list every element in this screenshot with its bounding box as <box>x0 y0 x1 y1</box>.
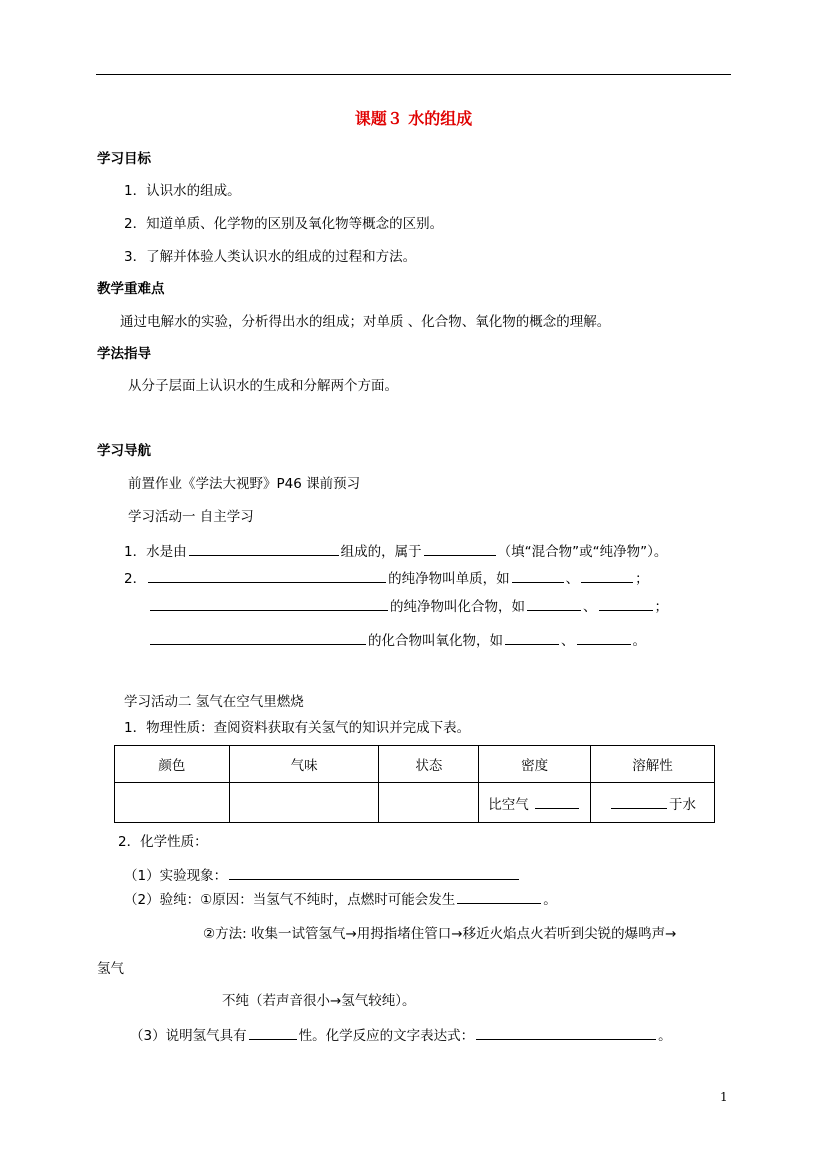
density-prefix: 比空气 <box>488 796 529 813</box>
preview-assignment: 前置作业《学法大视野》P46 课前预习 <box>128 476 361 492</box>
objective-item-1: 1．认识水的组成。 <box>124 183 241 199</box>
density-blank[interactable] <box>535 794 579 809</box>
header-density: 密度 <box>479 746 591 783</box>
q1-text-c: （填“混合物”或“纯净物”）。 <box>497 544 668 560</box>
chem3-text-b: 性。化学反应的文字表达式： <box>298 1028 475 1044</box>
physical-properties-table <box>114 745 715 823</box>
semicolon: ； <box>635 571 649 587</box>
key-points-text: 通过电解水的实验，分析得出水的组成；对单质 、化合物、氧化物的概念的理解。 <box>120 314 611 330</box>
semicolon: ； <box>654 599 668 615</box>
objective-item-2: 2．知道单质、化学物的区别及氧化物等概念的区别。 <box>124 216 444 232</box>
header-color: 颜色 <box>115 746 230 783</box>
activity-one-title: 学习活动一 自主学习 <box>128 509 254 525</box>
q2-line3-text: 的化合物叫氧化物，如 <box>368 633 503 649</box>
chem-phenomenon-label: （1）实验现象： <box>124 868 228 884</box>
header-solubility: 溶解性 <box>591 746 715 783</box>
page-number: 1 <box>720 1090 728 1104</box>
chem-purity-method-wrap: 氢气 <box>97 961 124 977</box>
period: 。 <box>632 633 646 649</box>
property-blank[interactable] <box>249 1025 297 1040</box>
question-2-line-2 <box>148 596 668 616</box>
q1-text-b: 组成的，属于 <box>340 544 422 560</box>
q2-blank-oxide-ex2[interactable] <box>577 630 631 645</box>
q2-line2-text: 的纯净物叫化合物，如 <box>390 599 525 615</box>
question-2-line-1 <box>124 568 649 588</box>
cell-solubility <box>591 783 715 823</box>
objective-item-3: 3．了解并体验人类认识水的组成的过程和方法。 <box>124 249 417 265</box>
q2-blank-element-ex2[interactable] <box>581 568 633 583</box>
period: 。 <box>658 1028 672 1044</box>
q2-blank-element-ex1[interactable] <box>512 568 564 583</box>
chem-purity-reason <box>124 889 557 909</box>
purity-reason-blank[interactable] <box>457 889 541 904</box>
q2-blank-compound-ex2[interactable] <box>599 596 653 611</box>
physical-properties-intro: 1．物理性质：查阅资料获取有关氢气的知识并完成下表。 <box>124 720 471 736</box>
question-2-line-3 <box>148 630 646 650</box>
table-header-row <box>115 746 715 783</box>
header-rule <box>96 74 731 75</box>
header-state: 状态 <box>379 746 479 783</box>
cell-density <box>479 783 591 823</box>
chem-reducibility <box>130 1025 672 1045</box>
q2-blank-oxide-ex1[interactable] <box>505 630 559 645</box>
q1-text-a: 1．水是由 <box>124 544 187 560</box>
separator: 、 <box>565 571 580 587</box>
phenomenon-blank[interactable] <box>229 865 519 880</box>
guide-heading: 学习导航 <box>97 443 151 459</box>
objectives-heading: 学习目标 <box>97 151 151 167</box>
solubility-suffix: 于水 <box>669 796 697 813</box>
cell-color[interactable] <box>115 783 230 823</box>
chem-purity-note: 不纯（若声音很小→氢气较纯）。 <box>222 993 416 1009</box>
cell-state[interactable] <box>379 783 479 823</box>
method-heading: 学法指导 <box>97 346 151 362</box>
q2-blank-element-def[interactable] <box>148 568 386 583</box>
q2-line1-text: 的纯净物叫单质，如 <box>388 571 510 587</box>
cell-odor[interactable] <box>229 783 379 823</box>
q1-blank-type[interactable] <box>424 541 496 556</box>
q2-number: 2． <box>124 571 147 587</box>
activity-two-topic: 氢气在空气里燃烧 <box>195 694 304 710</box>
key-points-heading: 教学重难点 <box>97 281 165 297</box>
solubility-blank[interactable] <box>611 794 667 809</box>
chem-purity-method: ②方法: 收集一试管氢气→用拇指堵住管口→移近火焰点火若听到尖锐的爆鸣声→ <box>203 926 677 942</box>
question-1 <box>124 541 667 561</box>
q2-blank-oxide-def[interactable] <box>150 630 366 645</box>
chem-phenomenon <box>124 865 521 885</box>
table-row <box>115 783 715 823</box>
equation-blank[interactable] <box>476 1025 656 1040</box>
separator: 、 <box>583 599 597 615</box>
q1-blank-composition[interactable] <box>189 541 339 556</box>
q2-blank-compound-def[interactable] <box>150 596 388 611</box>
q2-blank-compound-ex1[interactable] <box>527 596 581 611</box>
activity-two-title <box>124 693 304 711</box>
separator: 、 <box>561 633 575 649</box>
period: 。 <box>543 892 557 908</box>
chem3-text-a: （3）说明氢气具有 <box>130 1028 247 1044</box>
chemical-properties-heading: 2．化学性质： <box>118 834 208 850</box>
page-title: 课题３ 水的组成 <box>354 109 473 128</box>
purity-reason-text: （2）验纯：①原因：当氢气不纯时，点燃时可能会发生 <box>124 892 456 908</box>
activity-two-label: 学习活动二 <box>124 694 196 710</box>
header-odor: 气味 <box>229 746 379 783</box>
method-text: 从分子层面上认识水的生成和分解两个方面。 <box>128 378 398 394</box>
